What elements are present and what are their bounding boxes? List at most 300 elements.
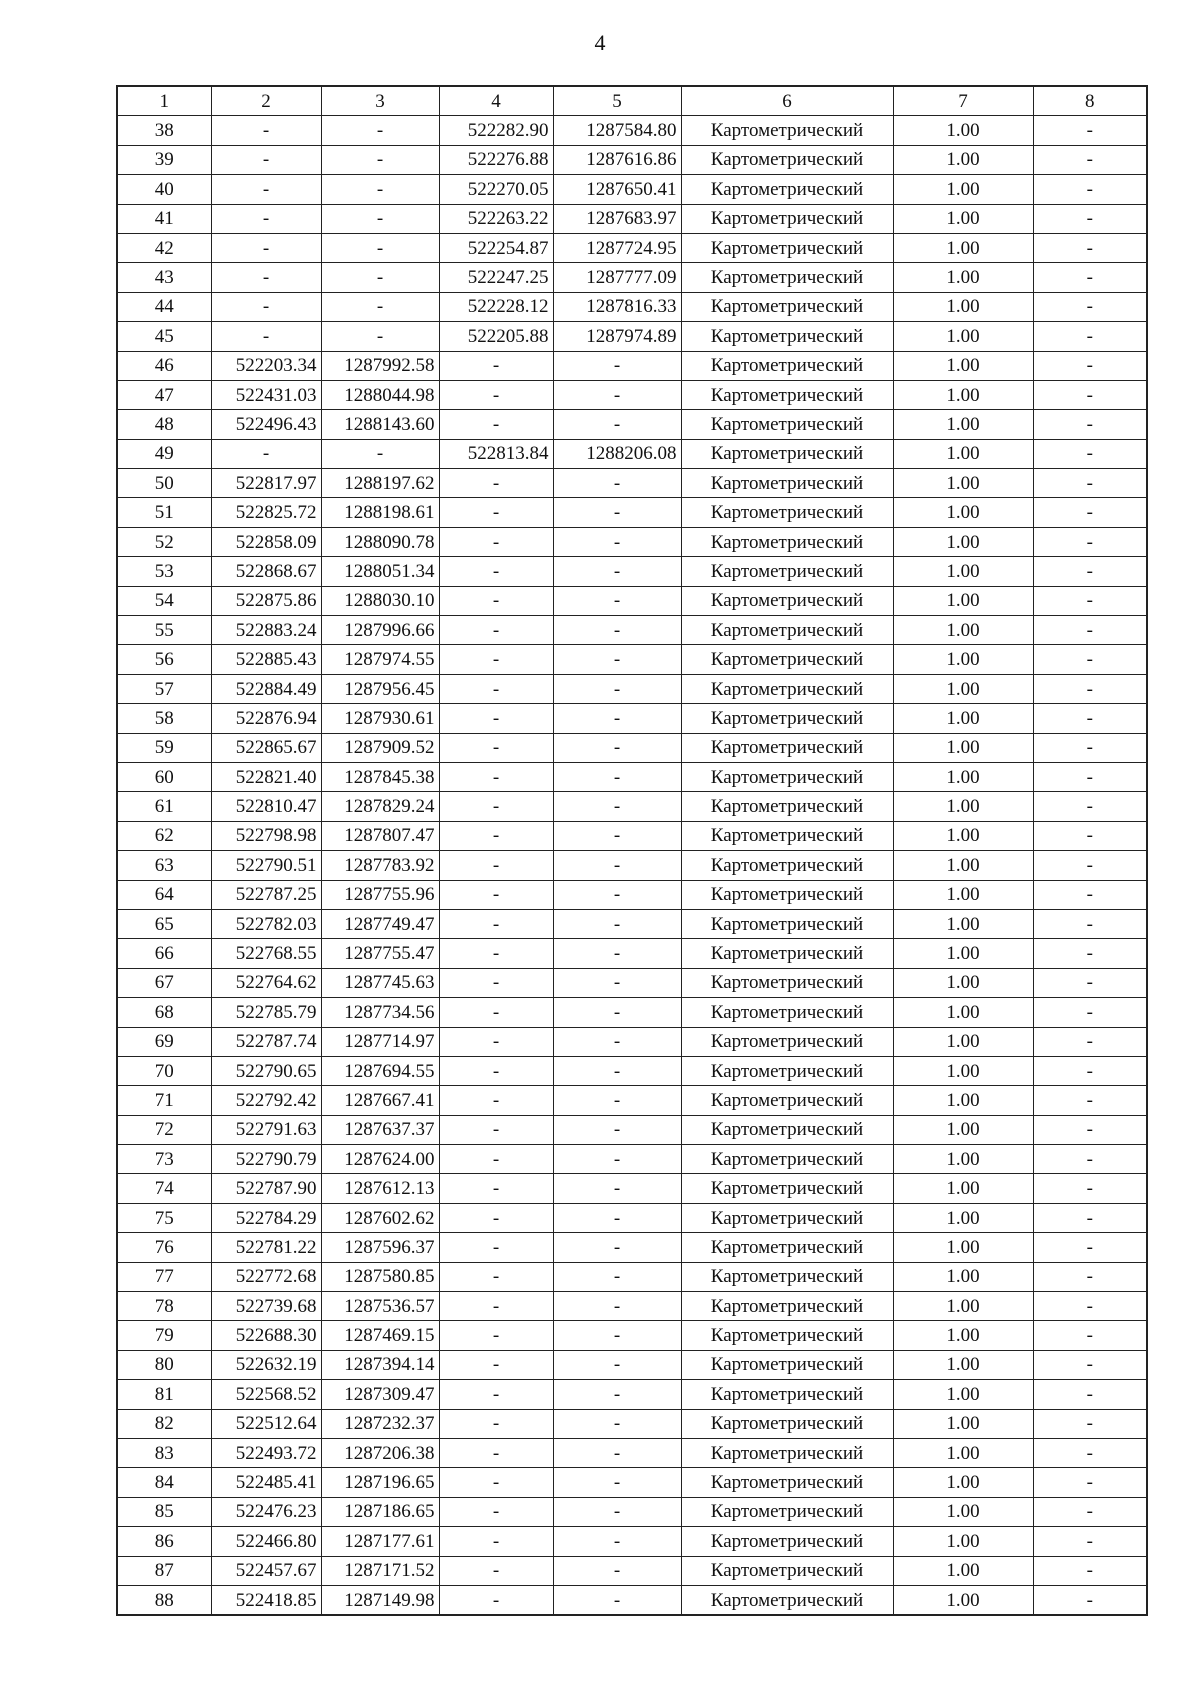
method-cell: Картометрический — [681, 469, 893, 498]
x-alt-cell: - — [439, 616, 553, 645]
y-cell: 1287580.85 — [321, 1262, 439, 1291]
column-header: 2 — [211, 86, 321, 116]
note-cell: - — [1033, 1380, 1147, 1409]
point-number-cell: 71 — [117, 1086, 211, 1115]
accuracy-cell: 1.00 — [893, 939, 1033, 968]
note-cell: - — [1033, 116, 1147, 145]
table-row — [117, 674, 1147, 703]
table-row — [117, 116, 1147, 145]
accuracy-cell: 1.00 — [893, 1585, 1033, 1615]
column-header: 6 — [681, 86, 893, 116]
table-row — [117, 1556, 1147, 1585]
note-cell: - — [1033, 469, 1147, 498]
y-alt-cell: - — [553, 1086, 681, 1115]
point-number-cell: 81 — [117, 1380, 211, 1409]
y-alt-cell: - — [553, 498, 681, 527]
x-alt-cell: - — [439, 1497, 553, 1526]
table-row — [117, 998, 1147, 1027]
y-alt-cell: - — [553, 733, 681, 762]
x-alt-cell: - — [439, 1056, 553, 1085]
y-alt-cell: 1287724.95 — [553, 233, 681, 262]
accuracy-cell: 1.00 — [893, 792, 1033, 821]
note-cell: - — [1033, 1233, 1147, 1262]
note-cell: - — [1033, 263, 1147, 292]
note-cell: - — [1033, 145, 1147, 174]
method-cell: Картометрический — [681, 1350, 893, 1379]
x-alt-cell: - — [439, 704, 553, 733]
table-row — [117, 1527, 1147, 1556]
accuracy-cell: 1.00 — [893, 1233, 1033, 1262]
note-cell: - — [1033, 1527, 1147, 1556]
x-alt-cell: - — [439, 380, 553, 409]
accuracy-cell: 1.00 — [893, 1527, 1033, 1556]
y-cell: 1287469.15 — [321, 1321, 439, 1350]
x-cell: 522768.55 — [211, 939, 321, 968]
y-alt-cell: - — [553, 1262, 681, 1291]
accuracy-cell: 1.00 — [893, 968, 1033, 997]
x-alt-cell: - — [439, 1468, 553, 1497]
y-cell: 1287783.92 — [321, 851, 439, 880]
point-number-cell: 46 — [117, 351, 211, 380]
accuracy-cell: 1.00 — [893, 498, 1033, 527]
x-alt-cell: 522276.88 — [439, 145, 553, 174]
point-number-cell: 82 — [117, 1409, 211, 1438]
x-cell: - — [211, 233, 321, 262]
point-number-cell: 52 — [117, 527, 211, 556]
y-cell: - — [321, 439, 439, 468]
method-cell: Картометрический — [681, 263, 893, 292]
point-number-cell: 86 — [117, 1527, 211, 1556]
y-alt-cell: - — [553, 1321, 681, 1350]
point-number-cell: 43 — [117, 263, 211, 292]
method-cell: Картометрический — [681, 968, 893, 997]
note-cell: - — [1033, 292, 1147, 321]
note-cell: - — [1033, 1145, 1147, 1174]
coordinates-table — [116, 85, 1148, 1616]
x-alt-cell: - — [439, 1380, 553, 1409]
y-cell: 1287536.57 — [321, 1292, 439, 1321]
point-number-cell: 44 — [117, 292, 211, 321]
y-alt-cell: - — [553, 1203, 681, 1232]
method-cell: Картометрический — [681, 704, 893, 733]
table-row — [117, 204, 1147, 233]
column-header: 7 — [893, 86, 1033, 116]
x-alt-cell: 522228.12 — [439, 292, 553, 321]
x-alt-cell: - — [439, 557, 553, 586]
x-alt-cell: 522282.90 — [439, 116, 553, 145]
x-alt-cell: - — [439, 1086, 553, 1115]
x-cell: 522785.79 — [211, 998, 321, 1027]
y-alt-cell: - — [553, 1350, 681, 1379]
accuracy-cell: 1.00 — [893, 527, 1033, 556]
accuracy-cell: 1.00 — [893, 1262, 1033, 1291]
column-header: 1 — [117, 86, 211, 116]
y-cell: - — [321, 175, 439, 204]
x-cell: - — [211, 175, 321, 204]
method-cell: Картометрический — [681, 380, 893, 409]
y-cell: - — [321, 204, 439, 233]
y-alt-cell: - — [553, 880, 681, 909]
y-cell: 1287755.47 — [321, 939, 439, 968]
x-alt-cell: - — [439, 1174, 553, 1203]
y-cell: - — [321, 263, 439, 292]
note-cell: - — [1033, 322, 1147, 351]
method-cell: Картометрический — [681, 351, 893, 380]
x-alt-cell: - — [439, 1203, 553, 1232]
y-alt-cell: - — [553, 1468, 681, 1497]
method-cell: Картометрический — [681, 322, 893, 351]
table-row — [117, 557, 1147, 586]
point-number-cell: 67 — [117, 968, 211, 997]
point-number-cell: 80 — [117, 1350, 211, 1379]
method-cell: Картометрический — [681, 586, 893, 615]
y-alt-cell: - — [553, 821, 681, 850]
y-cell: - — [321, 322, 439, 351]
y-alt-cell: - — [553, 616, 681, 645]
point-number-cell: 49 — [117, 439, 211, 468]
x-cell: - — [211, 116, 321, 145]
x-alt-cell: - — [439, 527, 553, 556]
note-cell: - — [1033, 1409, 1147, 1438]
x-cell: - — [211, 439, 321, 468]
method-cell: Картометрический — [681, 1203, 893, 1232]
accuracy-cell: 1.00 — [893, 851, 1033, 880]
note-cell: - — [1033, 1086, 1147, 1115]
table-row — [117, 527, 1147, 556]
method-cell: Картометрический — [681, 616, 893, 645]
table-row — [117, 968, 1147, 997]
accuracy-cell: 1.00 — [893, 1203, 1033, 1232]
note-cell: - — [1033, 880, 1147, 909]
point-number-cell: 45 — [117, 322, 211, 351]
y-alt-cell: - — [553, 586, 681, 615]
accuracy-cell: 1.00 — [893, 1115, 1033, 1144]
accuracy-cell: 1.00 — [893, 1497, 1033, 1526]
y-cell: 1287755.96 — [321, 880, 439, 909]
accuracy-cell: 1.00 — [893, 674, 1033, 703]
x-cell: 522764.62 — [211, 968, 321, 997]
x-cell: 522203.34 — [211, 351, 321, 380]
y-alt-cell: - — [553, 1292, 681, 1321]
y-cell: 1287612.13 — [321, 1174, 439, 1203]
accuracy-cell: 1.00 — [893, 1409, 1033, 1438]
y-cell: 1287177.61 — [321, 1527, 439, 1556]
accuracy-cell: 1.00 — [893, 1086, 1033, 1115]
y-cell: 1287909.52 — [321, 733, 439, 762]
table-row — [117, 762, 1147, 791]
y-alt-cell: 1287584.80 — [553, 116, 681, 145]
y-alt-cell: 1287816.33 — [553, 292, 681, 321]
note-cell: - — [1033, 762, 1147, 791]
x-cell: - — [211, 263, 321, 292]
x-cell: 522431.03 — [211, 380, 321, 409]
accuracy-cell: 1.00 — [893, 998, 1033, 1027]
accuracy-cell: 1.00 — [893, 1350, 1033, 1379]
method-cell: Картометрический — [681, 557, 893, 586]
x-alt-cell: - — [439, 762, 553, 791]
y-cell: 1287149.98 — [321, 1585, 439, 1615]
y-cell: 1288143.60 — [321, 410, 439, 439]
method-cell: Картометрический — [681, 1115, 893, 1144]
point-number-cell: 73 — [117, 1145, 211, 1174]
method-cell: Картометрический — [681, 880, 893, 909]
method-cell: Картометрический — [681, 1585, 893, 1615]
x-cell: 522787.90 — [211, 1174, 321, 1203]
method-cell: Картометрический — [681, 1145, 893, 1174]
method-cell: Картометрический — [681, 1292, 893, 1321]
note-cell: - — [1033, 1350, 1147, 1379]
y-alt-cell: - — [553, 380, 681, 409]
note-cell: - — [1033, 527, 1147, 556]
table-row — [117, 1056, 1147, 1085]
x-cell: 522568.52 — [211, 1380, 321, 1409]
y-cell: 1287232.37 — [321, 1409, 439, 1438]
x-alt-cell: 522205.88 — [439, 322, 553, 351]
point-number-cell: 84 — [117, 1468, 211, 1497]
method-cell: Картометрический — [681, 1086, 893, 1115]
method-cell: Картометрический — [681, 821, 893, 850]
x-alt-cell: - — [439, 674, 553, 703]
table-row — [117, 586, 1147, 615]
method-cell: Картометрический — [681, 1262, 893, 1291]
method-cell: Картометрический — [681, 1056, 893, 1085]
y-alt-cell: 1287777.09 — [553, 263, 681, 292]
point-number-cell: 55 — [117, 616, 211, 645]
point-number-cell: 69 — [117, 1027, 211, 1056]
method-cell: Картометрический — [681, 645, 893, 674]
method-cell: Картометрический — [681, 792, 893, 821]
point-number-cell: 42 — [117, 233, 211, 262]
y-cell: 1288090.78 — [321, 527, 439, 556]
method-cell: Картометрический — [681, 439, 893, 468]
y-cell: 1287714.97 — [321, 1027, 439, 1056]
x-alt-cell: - — [439, 998, 553, 1027]
y-alt-cell: - — [553, 1056, 681, 1085]
table-row — [117, 322, 1147, 351]
method-cell: Картометрический — [681, 292, 893, 321]
point-number-cell: 41 — [117, 204, 211, 233]
table-row — [117, 645, 1147, 674]
method-cell: Картометрический — [681, 674, 893, 703]
table-row — [117, 1468, 1147, 1497]
method-cell: Картометрический — [681, 1233, 893, 1262]
point-number-cell: 59 — [117, 733, 211, 762]
table-row — [117, 792, 1147, 821]
x-alt-cell: - — [439, 1233, 553, 1262]
x-alt-cell: - — [439, 469, 553, 498]
y-cell: 1287745.63 — [321, 968, 439, 997]
y-cell: - — [321, 233, 439, 262]
x-alt-cell: 522813.84 — [439, 439, 553, 468]
accuracy-cell: 1.00 — [893, 292, 1033, 321]
method-cell: Картометрический — [681, 1438, 893, 1467]
y-alt-cell: - — [553, 704, 681, 733]
y-cell: 1287637.37 — [321, 1115, 439, 1144]
x-alt-cell: - — [439, 1321, 553, 1350]
x-cell: 522790.79 — [211, 1145, 321, 1174]
x-cell: - — [211, 145, 321, 174]
note-cell: - — [1033, 909, 1147, 938]
x-alt-cell: - — [439, 1027, 553, 1056]
y-cell: 1287829.24 — [321, 792, 439, 821]
y-alt-cell: - — [553, 351, 681, 380]
x-cell: 522865.67 — [211, 733, 321, 762]
x-cell: 522798.98 — [211, 821, 321, 850]
table-row — [117, 1350, 1147, 1379]
accuracy-cell: 1.00 — [893, 469, 1033, 498]
note-cell: - — [1033, 586, 1147, 615]
x-alt-cell: - — [439, 1262, 553, 1291]
method-cell: Картометрический — [681, 498, 893, 527]
table-row — [117, 1438, 1147, 1467]
y-cell: 1287624.00 — [321, 1145, 439, 1174]
y-cell: 1288044.98 — [321, 380, 439, 409]
accuracy-cell: 1.00 — [893, 1556, 1033, 1585]
y-cell: 1288198.61 — [321, 498, 439, 527]
x-alt-cell: - — [439, 498, 553, 527]
x-cell: 522787.74 — [211, 1027, 321, 1056]
y-alt-cell: - — [553, 1409, 681, 1438]
table-row — [117, 1497, 1147, 1526]
x-cell: 522883.24 — [211, 616, 321, 645]
method-cell: Картометрический — [681, 1409, 893, 1438]
x-cell: 522485.41 — [211, 1468, 321, 1497]
point-number-cell: 60 — [117, 762, 211, 791]
note-cell: - — [1033, 851, 1147, 880]
y-cell: 1287602.62 — [321, 1203, 439, 1232]
x-alt-cell: - — [439, 586, 553, 615]
x-alt-cell: - — [439, 968, 553, 997]
point-number-cell: 50 — [117, 469, 211, 498]
y-alt-cell: - — [553, 645, 681, 674]
accuracy-cell: 1.00 — [893, 439, 1033, 468]
method-cell: Картометрический — [681, 939, 893, 968]
method-cell: Картометрический — [681, 1556, 893, 1585]
y-alt-cell: - — [553, 968, 681, 997]
point-number-cell: 77 — [117, 1262, 211, 1291]
table-row — [117, 1027, 1147, 1056]
table-row — [117, 909, 1147, 938]
method-cell: Картометрический — [681, 1027, 893, 1056]
y-cell: - — [321, 145, 439, 174]
accuracy-cell: 1.00 — [893, 1321, 1033, 1350]
y-alt-cell: 1287974.89 — [553, 322, 681, 351]
x-cell: 522792.42 — [211, 1086, 321, 1115]
x-alt-cell: - — [439, 410, 553, 439]
page-number: 4 — [594, 30, 606, 55]
x-cell: 522782.03 — [211, 909, 321, 938]
point-number-cell: 79 — [117, 1321, 211, 1350]
accuracy-cell: 1.00 — [893, 1145, 1033, 1174]
x-cell: 522781.22 — [211, 1233, 321, 1262]
note-cell: - — [1033, 1056, 1147, 1085]
table-row — [117, 939, 1147, 968]
accuracy-cell: 1.00 — [893, 880, 1033, 909]
table-body — [117, 86, 1147, 1615]
accuracy-cell: 1.00 — [893, 645, 1033, 674]
point-number-cell: 78 — [117, 1292, 211, 1321]
table-row — [117, 1086, 1147, 1115]
table-row — [117, 1262, 1147, 1291]
table-row — [117, 498, 1147, 527]
y-cell: 1287186.65 — [321, 1497, 439, 1526]
x-alt-cell: - — [439, 1292, 553, 1321]
y-cell: - — [321, 116, 439, 145]
x-alt-cell: - — [439, 1585, 553, 1615]
x-cell: 522787.25 — [211, 880, 321, 909]
note-cell: - — [1033, 1585, 1147, 1615]
x-cell: 522790.51 — [211, 851, 321, 880]
accuracy-cell: 1.00 — [893, 410, 1033, 439]
y-alt-cell: - — [553, 557, 681, 586]
note-cell: - — [1033, 1115, 1147, 1144]
y-cell: 1287206.38 — [321, 1438, 439, 1467]
point-number-cell: 47 — [117, 380, 211, 409]
table-row — [117, 1174, 1147, 1203]
x-alt-cell: - — [439, 351, 553, 380]
note-cell: - — [1033, 351, 1147, 380]
y-alt-cell: 1287616.86 — [553, 145, 681, 174]
y-alt-cell: - — [553, 1145, 681, 1174]
x-alt-cell: - — [439, 1350, 553, 1379]
y-alt-cell: 1288206.08 — [553, 439, 681, 468]
y-alt-cell: - — [553, 1527, 681, 1556]
method-cell: Картометрический — [681, 909, 893, 938]
table-row — [117, 1203, 1147, 1232]
accuracy-cell: 1.00 — [893, 1056, 1033, 1085]
x-alt-cell: - — [439, 733, 553, 762]
accuracy-cell: 1.00 — [893, 821, 1033, 850]
y-cell: 1288197.62 — [321, 469, 439, 498]
column-header: 5 — [553, 86, 681, 116]
accuracy-cell: 1.00 — [893, 351, 1033, 380]
accuracy-cell: 1.00 — [893, 322, 1033, 351]
accuracy-cell: 1.00 — [893, 175, 1033, 204]
y-cell: 1287309.47 — [321, 1380, 439, 1409]
point-number-cell: 39 — [117, 145, 211, 174]
point-number-cell: 83 — [117, 1438, 211, 1467]
x-alt-cell: - — [439, 939, 553, 968]
table-row — [117, 175, 1147, 204]
y-cell: 1287694.55 — [321, 1056, 439, 1085]
x-cell: - — [211, 292, 321, 321]
note-cell: - — [1033, 233, 1147, 262]
point-number-cell: 66 — [117, 939, 211, 968]
x-cell: - — [211, 322, 321, 351]
x-alt-cell: - — [439, 851, 553, 880]
table-row — [117, 1145, 1147, 1174]
x-cell: 522784.29 — [211, 1203, 321, 1232]
y-alt-cell: - — [553, 1438, 681, 1467]
x-cell: 522739.68 — [211, 1292, 321, 1321]
x-cell: 522825.72 — [211, 498, 321, 527]
table-row — [117, 351, 1147, 380]
x-alt-cell: 522270.05 — [439, 175, 553, 204]
method-cell: Картометрический — [681, 998, 893, 1027]
point-number-cell: 61 — [117, 792, 211, 821]
x-cell: 522476.23 — [211, 1497, 321, 1526]
y-cell: 1287196.65 — [321, 1468, 439, 1497]
point-number-cell: 51 — [117, 498, 211, 527]
y-alt-cell: - — [553, 939, 681, 968]
table-row — [117, 880, 1147, 909]
point-number-cell: 57 — [117, 674, 211, 703]
y-cell: 1287992.58 — [321, 351, 439, 380]
note-cell: - — [1033, 792, 1147, 821]
x-alt-cell: 522263.22 — [439, 204, 553, 233]
y-cell: 1287667.41 — [321, 1086, 439, 1115]
point-number-cell: 54 — [117, 586, 211, 615]
